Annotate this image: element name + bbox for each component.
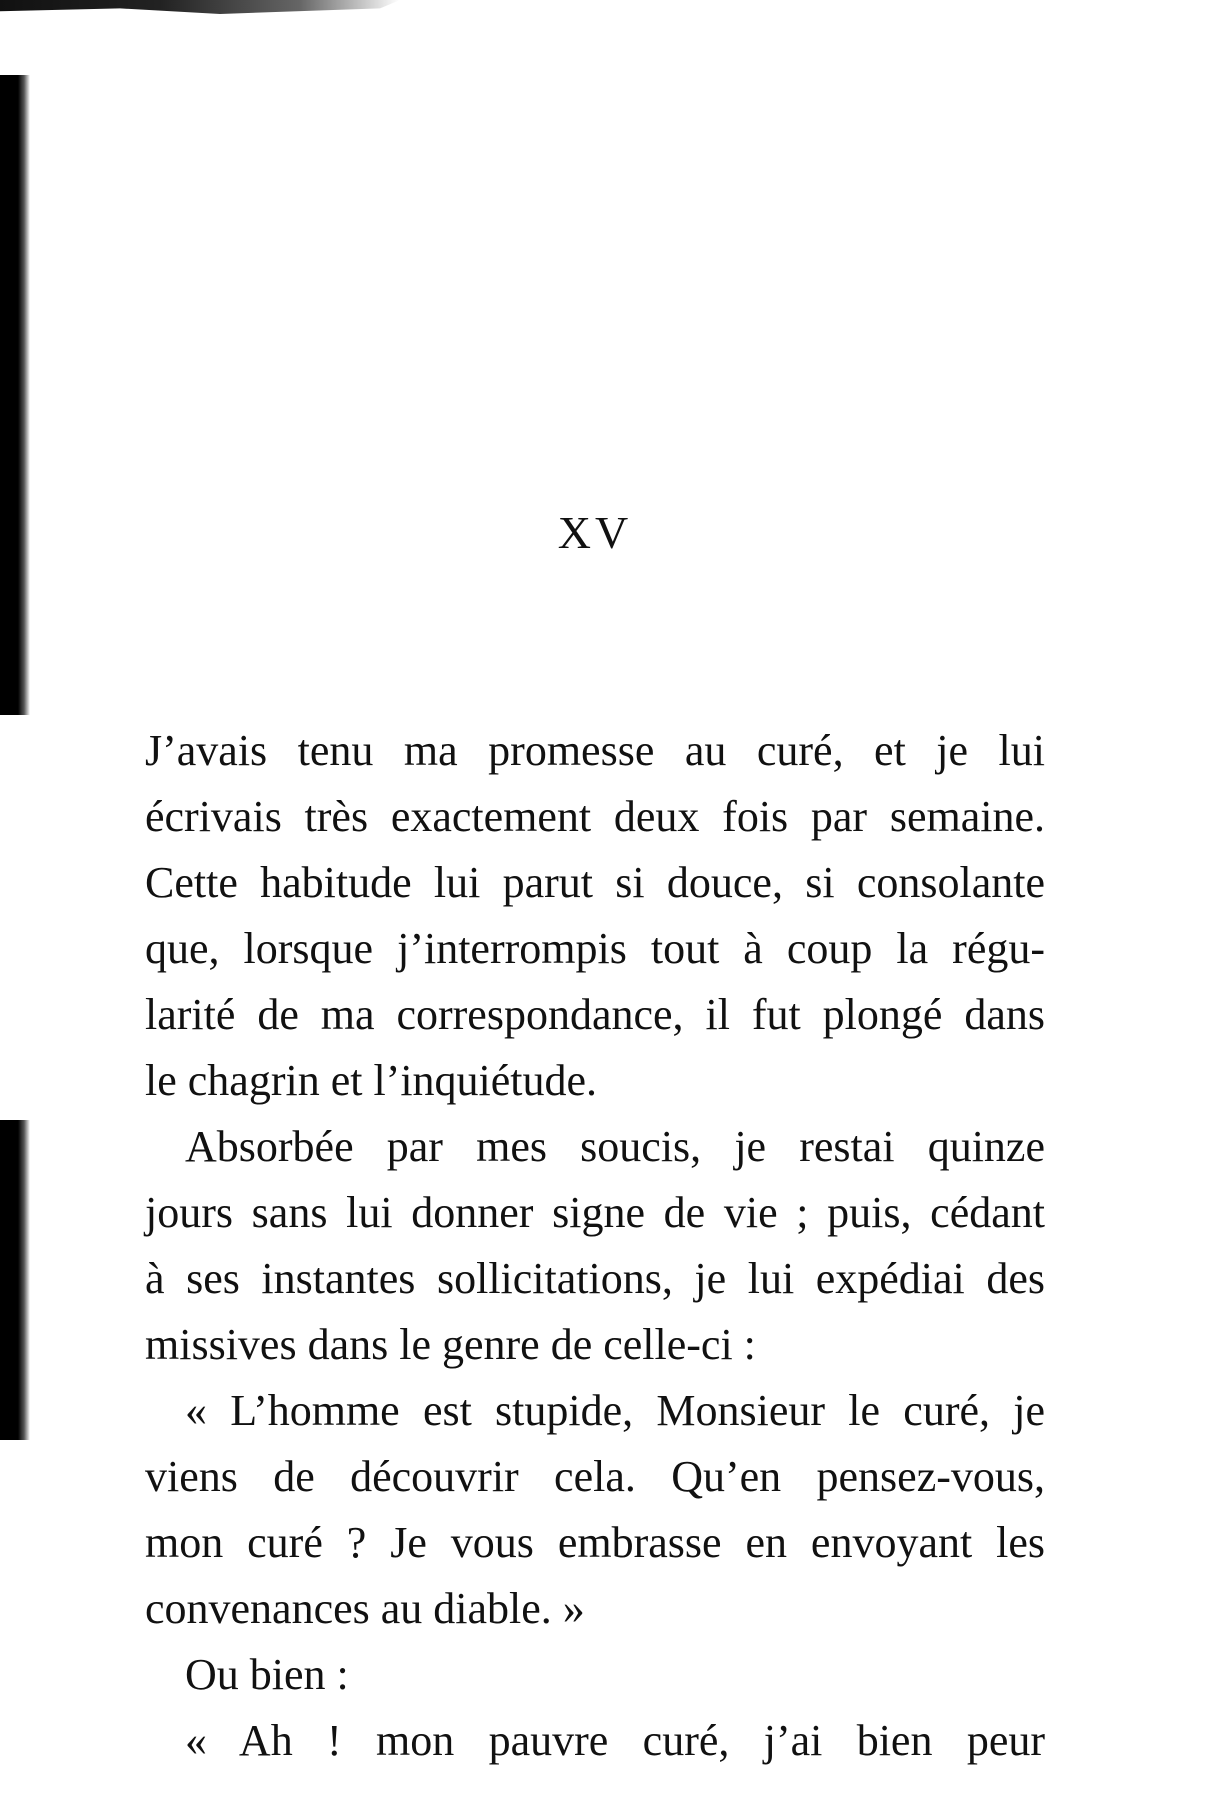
text-line: Absorbée par mes soucis, je restai quinze xyxy=(185,1122,1045,1171)
paragraph xyxy=(145,1114,1045,1378)
text-line: à ses instantes sollicitations, je lui expédiai des xyxy=(145,1254,1045,1303)
paragraph xyxy=(145,1642,1045,1708)
text-line: convenances au diable. » xyxy=(145,1584,585,1633)
text-line: que, lorsque j’interrompis tout à coup la régu- xyxy=(145,924,1045,973)
page-text xyxy=(145,500,1045,1774)
scan-edge-shadow xyxy=(0,1120,30,1440)
text-line: le chagrin et l’inquiétude. xyxy=(145,1056,598,1105)
text-line: J’avais tenu ma promesse au curé, et je lui xyxy=(145,726,1045,775)
text-line: missives dans le genre de celle-ci : xyxy=(145,1320,756,1369)
scan-edge-shadow xyxy=(0,75,30,715)
chapter-number: XV xyxy=(557,507,633,558)
paragraph xyxy=(145,1708,1045,1774)
text-line: « L’homme est stupide, Monsieur le curé, je xyxy=(185,1386,1045,1435)
paragraph xyxy=(145,1378,1045,1642)
text-line: Cette habitude lui parut si douce, si consolante xyxy=(145,858,1045,907)
text-line: Ou bien : xyxy=(185,1650,349,1699)
text-line: jours sans lui donner signe de vie ; puis, cédant xyxy=(145,1188,1045,1237)
paragraph xyxy=(145,718,1045,1114)
text-line: larité de ma correspondance, il fut plongé dans xyxy=(145,990,1045,1039)
text-line: écrivais très exactement deux fois par semaine. xyxy=(145,792,1045,841)
text-line: viens de découvrir cela. Qu’en pensez-vous, xyxy=(145,1452,1045,1501)
scan-smudge xyxy=(0,0,400,14)
text-line: « Ah ! mon pauvre curé, j’ai bien peur xyxy=(185,1716,1045,1765)
text-line: mon curé ? Je vous embrasse en envoyant les xyxy=(145,1518,1045,1567)
